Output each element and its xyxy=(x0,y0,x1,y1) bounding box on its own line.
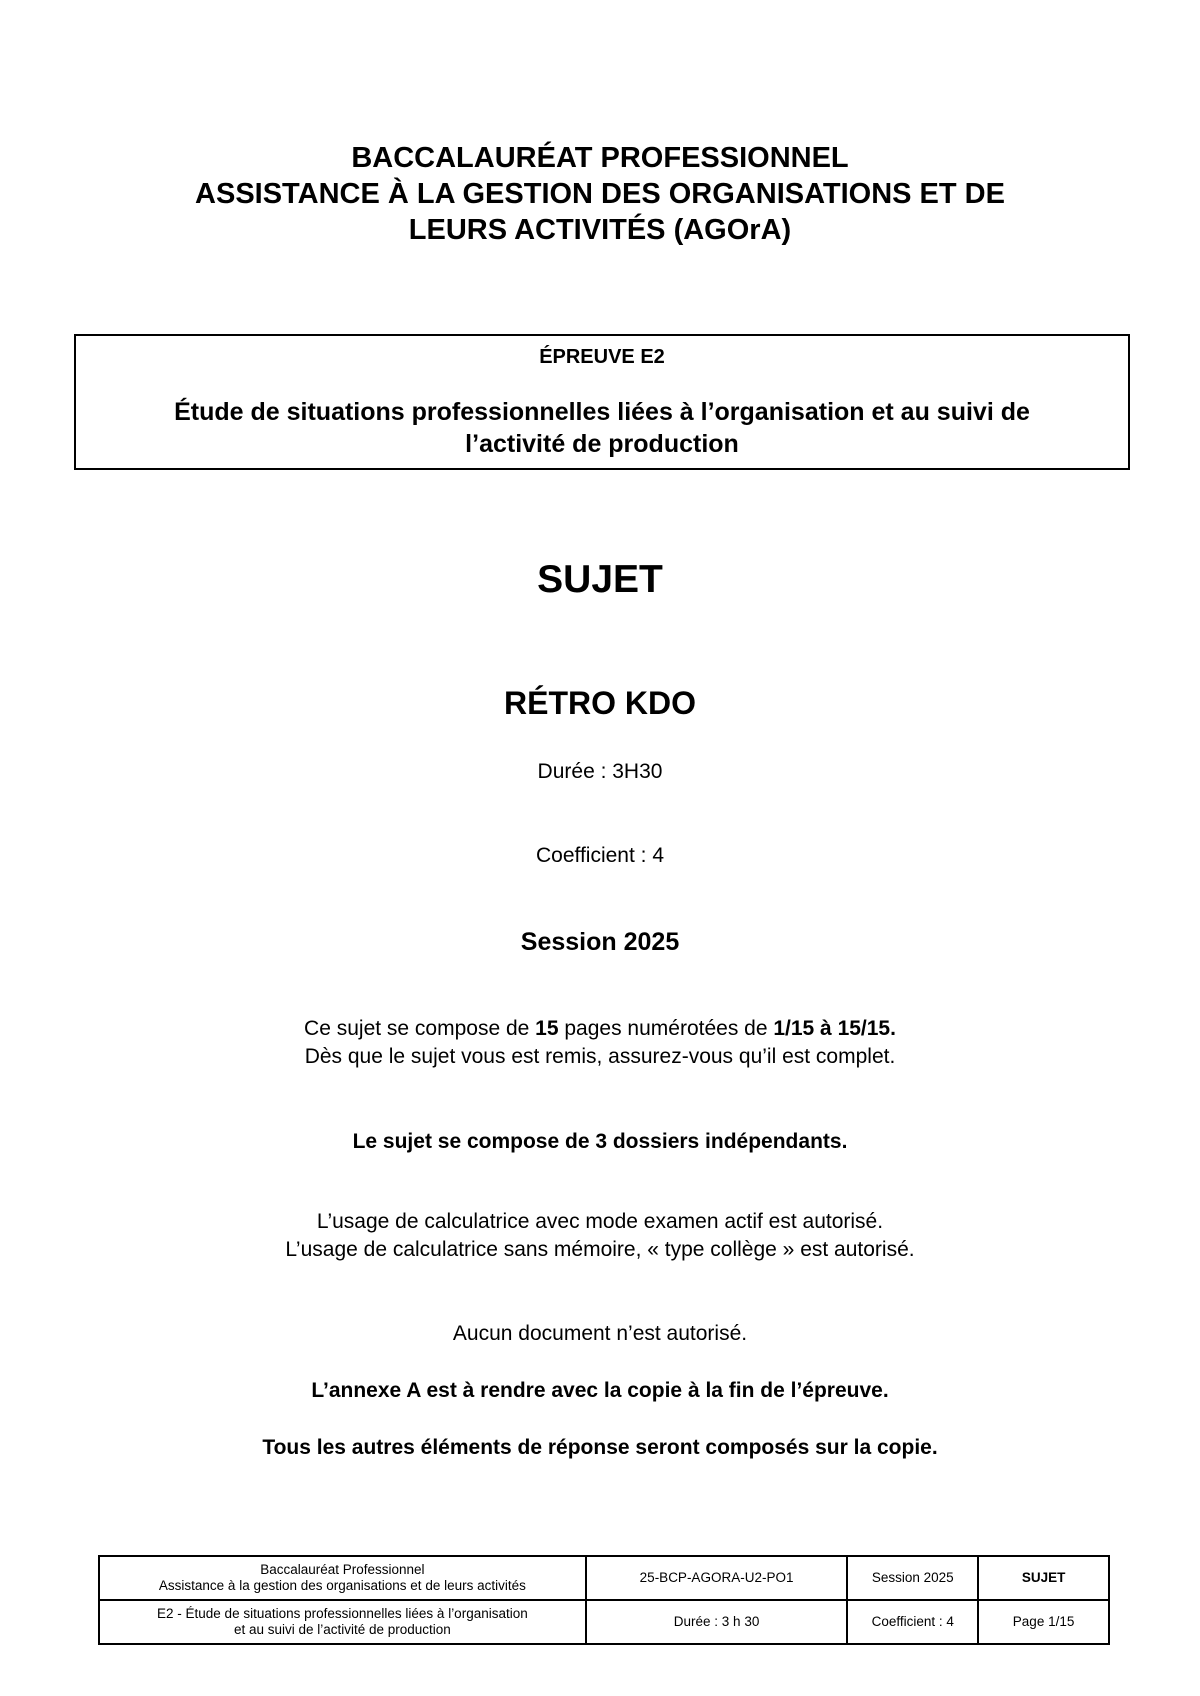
calculator-line-1: L’usage de calculatrice avec mode examen actif est autorisé. xyxy=(316,1210,884,1233)
header-line-3: LEURS ACTIVITÉS (AGOrA) xyxy=(408,214,792,246)
composition-line-2: Dès que le sujet vous est remis, assurez-vous qu’il est complet. xyxy=(304,1045,896,1068)
epreuve-title xyxy=(76,396,1128,460)
footer-row-1 xyxy=(99,1556,1109,1600)
session: Session 2025 xyxy=(520,928,680,956)
answers-notice: Tous les autres éléments de réponse seront composés sur la copie. xyxy=(262,1436,938,1459)
composition-mid: pages numérotées de xyxy=(558,1017,774,1040)
footer-diploma-line-1: Baccalauréat Professionnel xyxy=(260,1562,425,1577)
epreuve-label: ÉPREUVE E2 xyxy=(539,346,665,368)
no-document-notice: Aucun document n’est autorisé. xyxy=(452,1322,748,1345)
dossiers-notice: Le sujet se compose de 3 dossiers indépendants. xyxy=(352,1130,848,1153)
composition-pre: Ce sujet se compose de xyxy=(304,1017,536,1040)
exam-header xyxy=(0,140,1200,248)
footer-diploma xyxy=(99,1556,586,1600)
epreuve-box xyxy=(74,334,1130,470)
composition-notice xyxy=(0,1015,1200,1071)
composition-pages: 15 xyxy=(535,1017,559,1040)
calculator-notice xyxy=(0,1208,1200,1264)
footer-row-2 xyxy=(99,1600,1109,1644)
footer-coefficient: Coefficient : 4 xyxy=(847,1600,978,1644)
composition-range: 1/15 à 15/15. xyxy=(773,1017,896,1040)
calculator-line-2: L’usage de calculatrice sans mémoire, « type collège » est autorisé. xyxy=(285,1238,915,1261)
sujet-heading: SUJET xyxy=(537,558,663,601)
header-line-2: ASSISTANCE À LA GESTION DES ORGANISATIONS ET DE xyxy=(195,178,1005,210)
composition-line-1 xyxy=(0,1015,1200,1043)
footer-sujet: SUJET xyxy=(978,1556,1109,1600)
footer-epreuve-line-2: et au suivi de l’activité de production xyxy=(233,1622,451,1637)
footer-epreuve xyxy=(99,1600,586,1644)
duration: Durée : 3H30 xyxy=(537,760,663,783)
footer-diploma-line-2: Assistance à la gestion des organisations et de leurs activités xyxy=(158,1578,526,1593)
footer-session: Session 2025 xyxy=(847,1556,978,1600)
footer-page-number: Page 1/15 xyxy=(978,1600,1109,1644)
epreuve-title-line-1: Étude de situations professionnelles liées à l’organisation et au suivi de xyxy=(174,398,1030,426)
annexe-notice: L’annexe A est à rendre avec la copie à la fin de l’épreuve. xyxy=(311,1379,889,1402)
header-line-1: BACCALAURÉAT PROFESSIONNEL xyxy=(351,142,849,174)
footer-duration: Durée : 3 h 30 xyxy=(586,1600,848,1644)
footer-code: 25-BCP-AGORA-U2-PO1 xyxy=(586,1556,848,1600)
coefficient: Coefficient : 4 xyxy=(535,844,665,867)
footer-epreuve-line-1: E2 - Étude de situations professionnelles liées à l’organisation xyxy=(157,1606,528,1621)
epreuve-title-line-2: l’activité de production xyxy=(465,430,739,458)
case-name: RÉTRO KDO xyxy=(504,685,696,721)
footer-table xyxy=(98,1555,1110,1645)
